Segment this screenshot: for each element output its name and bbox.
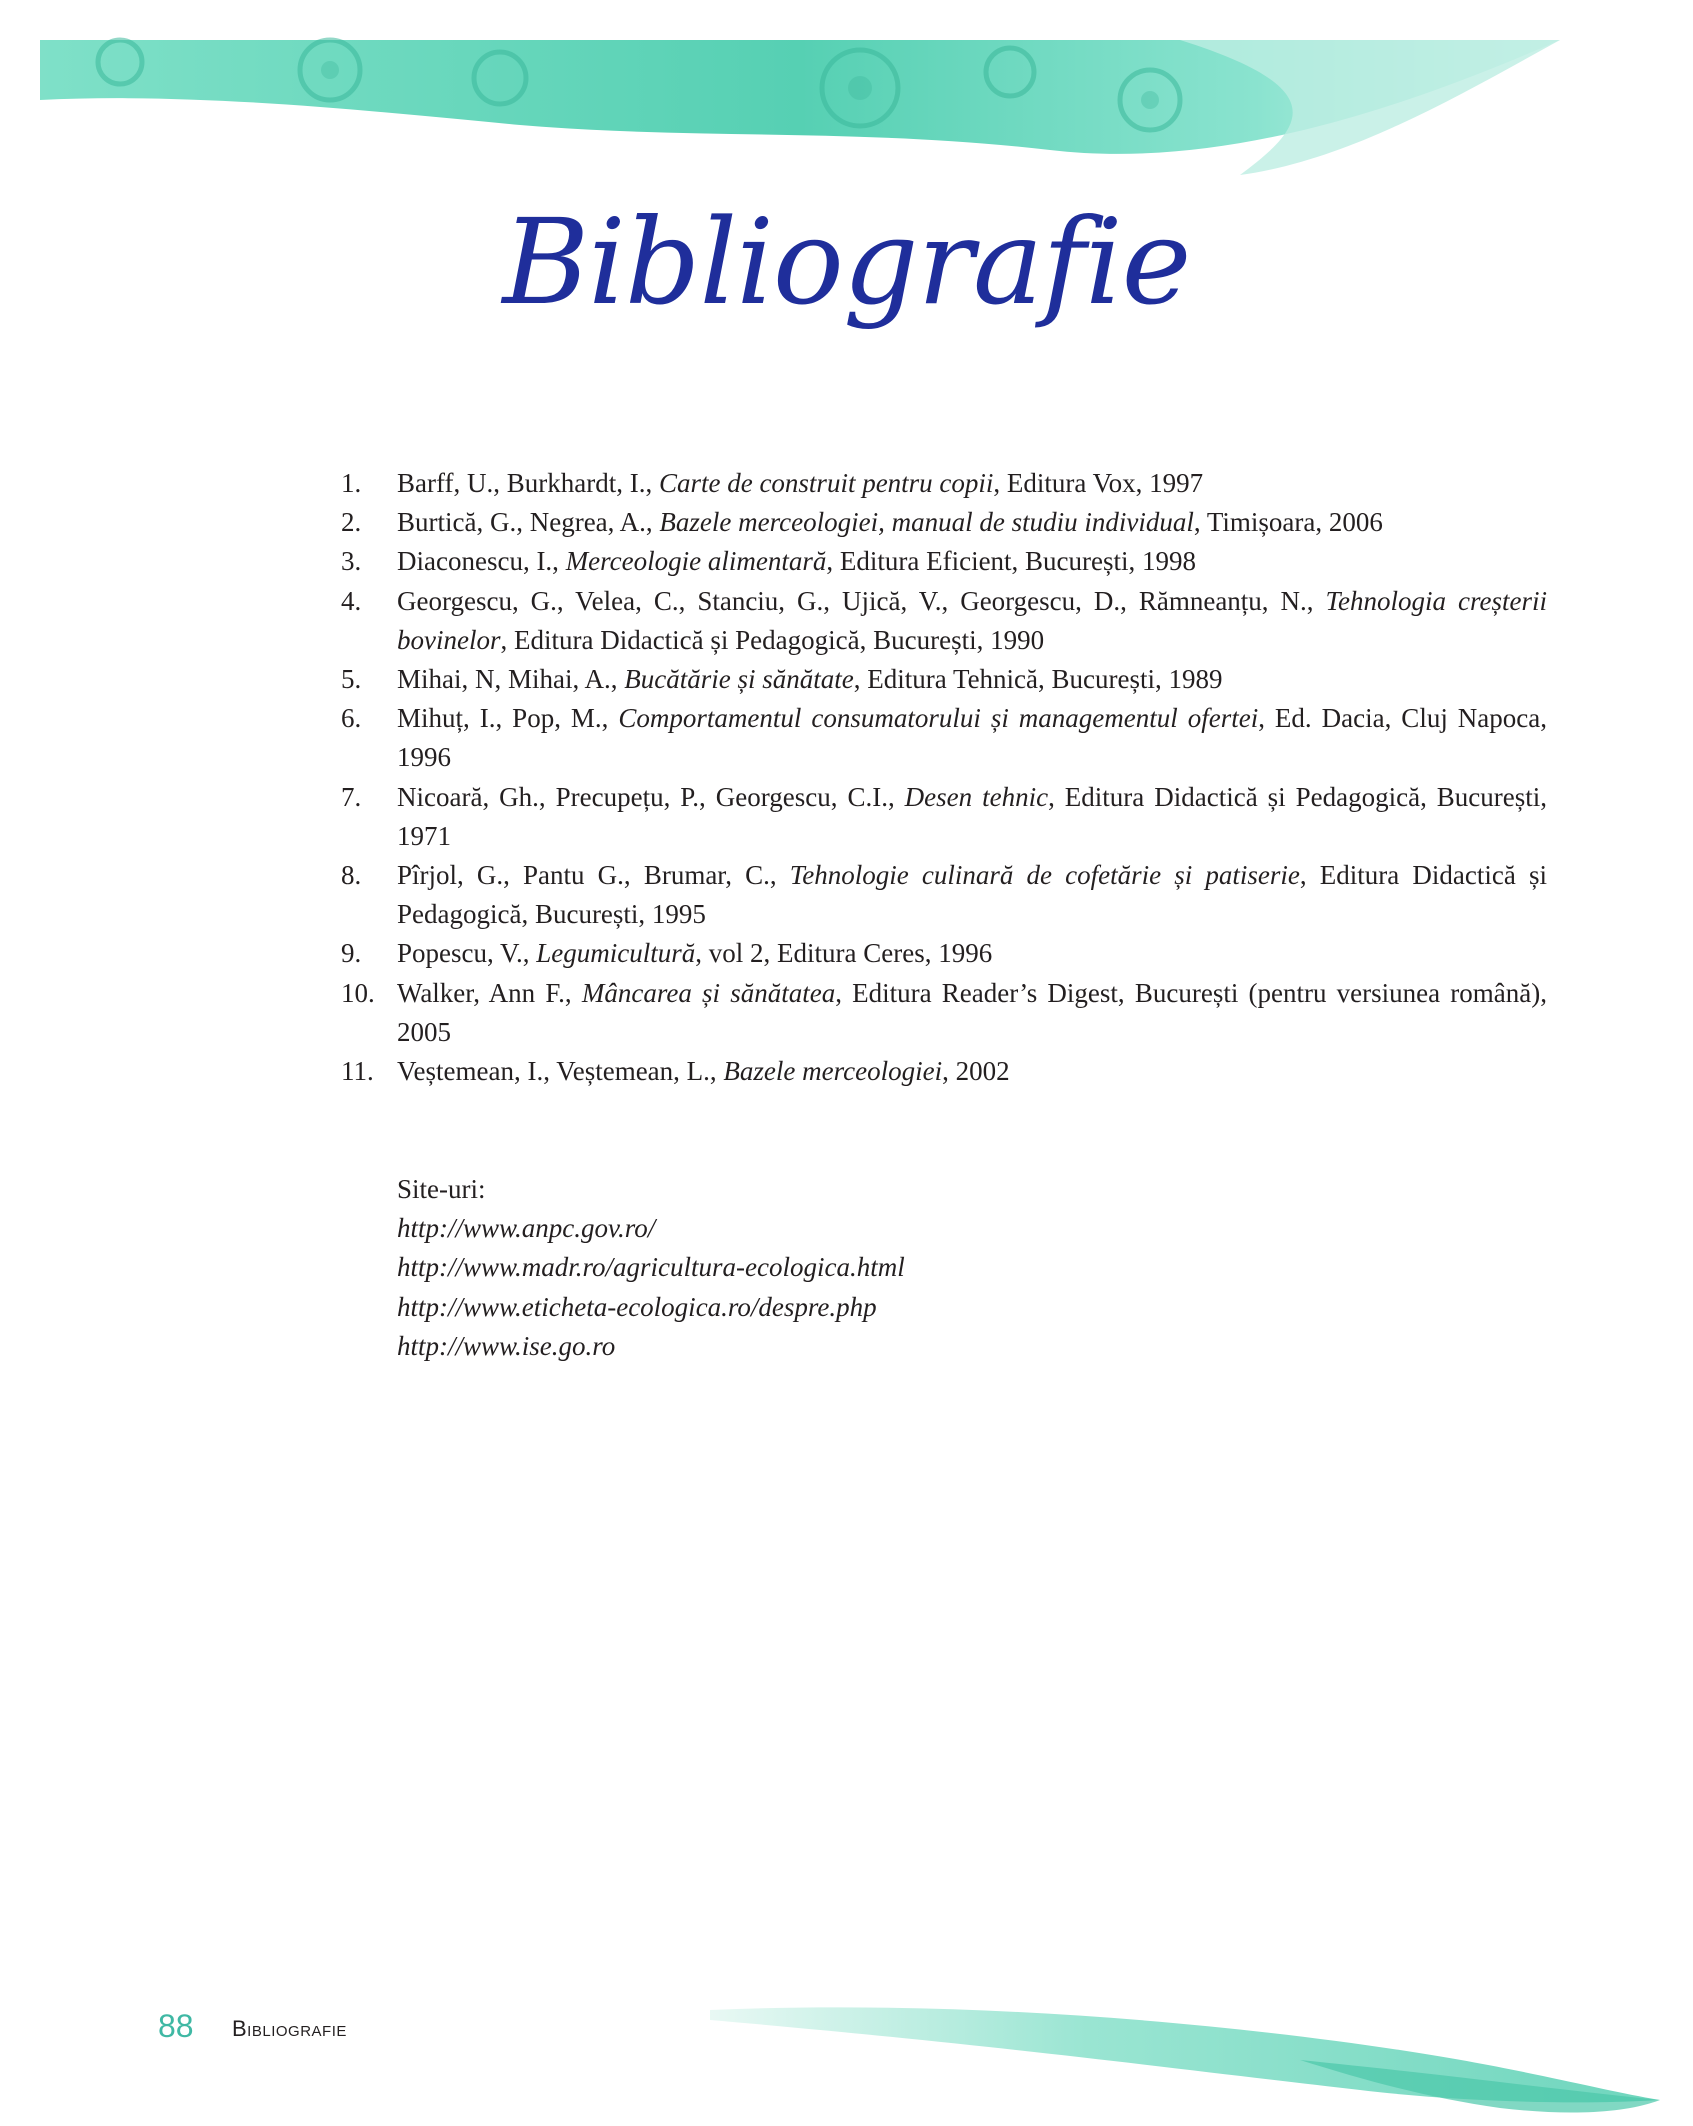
reference-publisher: , Editura Reader’s Digest, București (pentru versiunea română), 2005 (397, 977, 1547, 1047)
sites-section (397, 1170, 905, 1366)
reference-authors: Pîrjol, G., Pantu G., Brumar, C., (397, 860, 790, 891)
reference-publisher: , Timișoara, 2006 (1193, 507, 1383, 538)
reference-title: Bucătărie și sănătate (624, 664, 854, 695)
site-link-ise[interactable]: http://www.ise.go.ro (397, 1330, 616, 1361)
reference-item (341, 582, 1547, 660)
reference-authors: Mihai, N, Mihai, A., (397, 664, 625, 695)
reference-publisher: , Editura Didactică și Pedagogică, București, 1990 (500, 624, 1045, 655)
reference-item (341, 778, 1547, 856)
reference-item (341, 974, 1547, 1052)
reference-number: 3. (341, 546, 362, 577)
reference-publisher: , Editura Tehnică, București, 1989 (853, 664, 1223, 695)
reference-number: 10. (341, 977, 375, 1008)
reference-title: Bazele merceologiei (723, 1056, 943, 1087)
page-number: 88 (158, 2008, 194, 2044)
reference-item (341, 934, 1547, 973)
reference-number: 1. (341, 468, 362, 498)
reference-item (341, 1052, 1547, 1091)
reference-authors: Diaconescu, I., (397, 546, 566, 577)
reference-authors: Nicoară, Gh., Precupețu, P., Georgescu, C.I., (397, 781, 905, 812)
sites-label: Site-uri: (397, 1174, 486, 1204)
bibliography-list (341, 464, 1547, 1091)
reference-title: Legumicultură (536, 938, 696, 969)
reference-publisher: , Ed. Dacia, Cluj Napoca, 1996 (397, 703, 1547, 773)
reference-authors: Popescu, V., (397, 938, 537, 969)
reference-title: Carte de construit pentru copii (658, 468, 994, 498)
reference-title: Comportamentul consumatorului și managementul ofertei (618, 703, 1259, 734)
reference-number: 4. (341, 585, 362, 616)
reference-title: Mâncarea și sănătatea (581, 977, 836, 1008)
site-link-eticheta[interactable]: http://www.eticheta-ecologica.ro/despre.php (397, 1291, 877, 1322)
reference-publisher: , Editura Didactică și Pedagogică, București, 1971 (397, 781, 1548, 851)
reference-title: Merceologie alimentară (565, 546, 827, 577)
footer-section-label: Bibliografie (232, 2016, 347, 2041)
reference-publisher: , Editura Eficient, București, 1998 (826, 546, 1197, 577)
reference-title: Desen tehnic (904, 781, 1049, 812)
reference-authors: Burtică, G., Negrea, A., (397, 507, 660, 538)
reference-publisher: , 2002 (942, 1056, 1010, 1087)
site-link-madr[interactable]: http://www.madr.ro/agricultura-ecologica.html (397, 1252, 905, 1283)
reference-item (341, 856, 1547, 934)
reference-authors: Georgescu, G., Velea, C., Stanciu, G., Ujică, V., Georgescu, D., Rămneanțu, N., (397, 585, 1326, 616)
top-decorative-banner (0, 0, 1693, 200)
reference-title: Tehnologia creșterii bovinelor (397, 585, 1547, 655)
reference-authors: Walker, Ann F., (397, 977, 582, 1008)
reference-number: 11. (341, 1056, 374, 1087)
reference-authors: Mihuț, I., Pop, M., (397, 703, 619, 734)
site-link-anpc[interactable]: http://www.anpc.gov.ro/ (397, 1213, 656, 1244)
reference-title: Tehnologie culinară de cofetărie și patiserie (789, 860, 1300, 891)
reference-item (341, 464, 1547, 503)
reference-title: Bazele merceologiei, manual de studiu individual (659, 507, 1194, 538)
reference-number: 6. (341, 703, 362, 734)
reference-number: 8. (341, 860, 362, 891)
reference-number: 5. (341, 664, 362, 695)
reference-number: 2. (341, 507, 362, 538)
reference-item (341, 542, 1547, 581)
reference-publisher: , Editura Vox, 1997 (993, 468, 1204, 498)
reference-number: 9. (341, 938, 362, 969)
page-title: Bibliografie (502, 193, 1191, 331)
bottom-decorative-banner (0, 1990, 1693, 2126)
reference-publisher: , vol 2, Editura Ceres, 1996 (695, 938, 993, 969)
reference-item (341, 699, 1547, 777)
reference-item (341, 660, 1547, 699)
reference-authors: Veștemean, I., Veștemean, L., (397, 1056, 724, 1087)
reference-authors: Barff, U., Burkhardt, I., (397, 468, 659, 498)
reference-number: 7. (341, 781, 362, 812)
reference-item (341, 503, 1547, 542)
reference-publisher: , Editura Didactică și Pedagogică, București, 1995 (397, 860, 1548, 930)
